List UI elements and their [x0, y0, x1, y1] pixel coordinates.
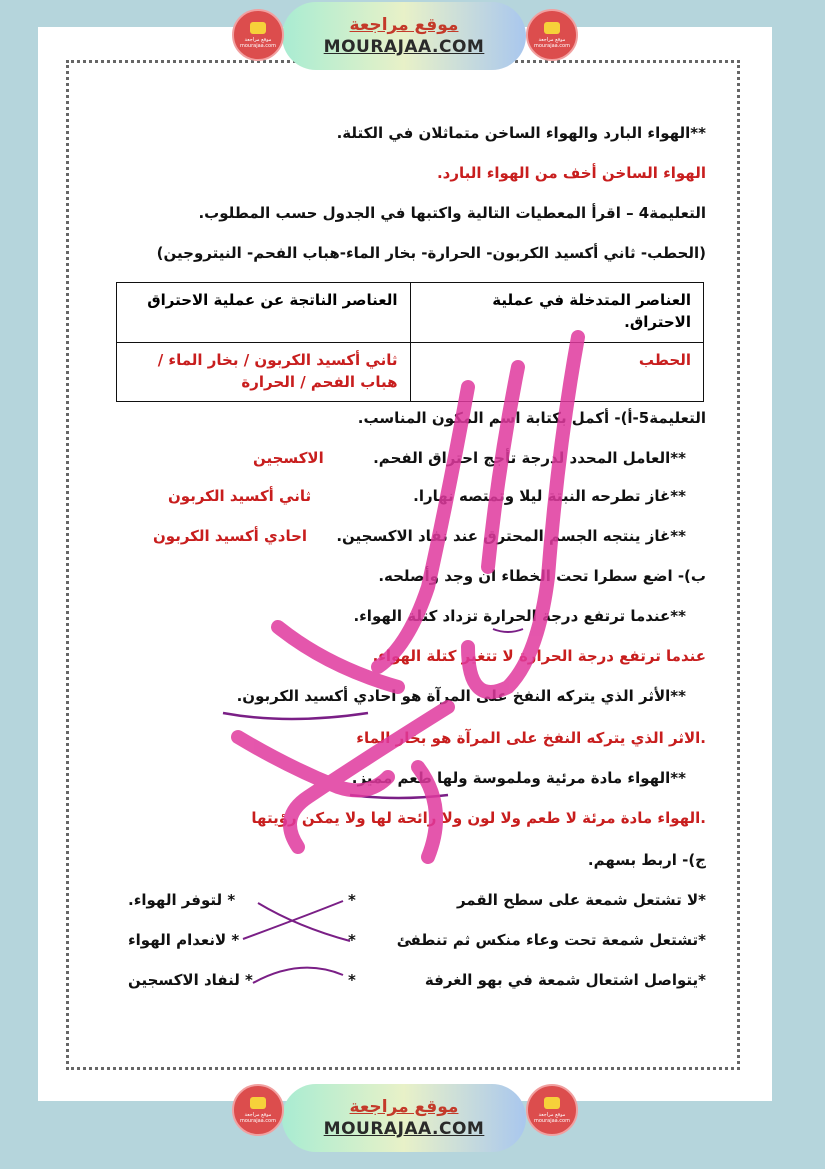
given-items: (الحطب- ثاني أكسيد الكربون- الحرارة- بخار الماء-هباب الفحم- النيتروجين): [156, 244, 706, 262]
answer-1: الاكسجين: [253, 449, 324, 467]
combustion-table: [116, 282, 704, 402]
match-cause-2: *تشتعل شمعة تحت وعاء منكس ثم تنطفئ: [396, 931, 706, 949]
match-cause-1: *لا تشتعل شمعة على سطح القمر: [456, 891, 706, 909]
site-logo-left-top: موقع مراجعة mourajaa.com: [232, 9, 284, 61]
instruction-5c: ج)- اربط بسهم.: [587, 851, 706, 869]
question-2: **غاز تطرحه النبتة ليلا وتمتصه نهارا.: [413, 487, 686, 505]
table-header-inputs: العناصر المتدخلة في عملية الاحتراق.: [410, 283, 704, 343]
match-star-3: *: [348, 971, 356, 989]
match-star-1: *: [348, 891, 356, 909]
logo-badge-icon: [544, 1097, 560, 1109]
site-name-en: MOURAJAA.COM: [323, 37, 485, 57]
match-reason-3: * لنفاد الاكسجين: [128, 971, 253, 989]
site-logo-right-bottom: موقع مراجعة mourajaa.com: [526, 1084, 578, 1136]
site-logo-left-bottom: موقع مراجعة mourajaa.com: [232, 1084, 284, 1136]
table-header-outputs: العناصر الناتجة عن عملية الاحتراق: [117, 283, 411, 343]
logo-badge-icon: [250, 22, 266, 34]
logo-badge-icon: [250, 1097, 266, 1109]
match-cause-3: *يتواصل اشتعال شمعة في بهو الغرفة: [424, 971, 706, 989]
correction-2: عندما ترتفع درجة الحرارة لا تتغير كتلة الهواء.: [372, 647, 706, 665]
site-name-ar-bottom: موقع مراجعة: [349, 1097, 459, 1117]
table-cell-inputs: الحطب: [410, 342, 704, 402]
correction-1: الهواء الساخن أخف من الهواء البارد.: [436, 164, 706, 182]
logo-badge-icon: [544, 22, 560, 34]
statement-3: **الأثر الذي يتركه النفخ على المرآة هو احادي أكسيد الكربون.: [236, 687, 686, 705]
answer-2: ثاني أكسيد الكربون: [168, 487, 312, 505]
answer-3: احادي أكسيد الكربون: [153, 527, 308, 545]
instruction-5b: ب)- اضع سطرا تحت الخطاء ان وجد وأصلحه.: [378, 567, 706, 585]
statement-4: **الهواء مادة مرئية وملموسة ولها طعم مميز.: [351, 769, 686, 787]
bottom-banner[interactable]: [282, 1084, 526, 1152]
correction-4: .الهواء مادة مرئة لا طعم ولا لون ولا رائحة لها ولا يمكن رؤيتها: [251, 809, 706, 827]
site-name-en-bottom: MOURAJAA.COM: [323, 1119, 485, 1139]
statement-1: **الهواء البارد والهواء الساخن متماثلان في الكتلة.: [336, 124, 706, 142]
match-reason-1: * لتوفر الهواء.: [128, 891, 236, 909]
question-1: **العامل المحدد لدرجة تأجج احتراق الفحم.: [373, 449, 686, 467]
site-name-ar: موقع مراجعة: [349, 15, 459, 35]
instruction-5a: التعليمة5-أ)- أكمل بكتابة اسم المكون المناسب.: [357, 409, 706, 427]
correction-3: .الاثر الذي يتركه النفخ على المرآة هو بخار الماء: [356, 729, 706, 747]
site-logo-right-top: موقع مراجعة mourajaa.com: [526, 9, 578, 61]
worksheet-page: [38, 27, 772, 1101]
top-banner[interactable]: [282, 2, 526, 70]
instruction-4: التعليمة4 – اقرأ المعطيات التالية واكتبها في الجدول حسب المطلوب.: [198, 204, 706, 222]
question-3: **غاز ينتجه الجسم المحترق عند نفاد الاكسجين.: [336, 527, 686, 545]
table-cell-outputs: ثاني أكسيد الكربون / بخار الماء / هباب الفحم / الحرارة: [117, 342, 411, 402]
match-reason-2: * لانعدام الهواء: [128, 931, 240, 949]
statement-2: **عندما ترتفع درجة الحرارة تزداد كتلة الهواء.: [353, 607, 686, 625]
match-star-2: *: [348, 931, 356, 949]
